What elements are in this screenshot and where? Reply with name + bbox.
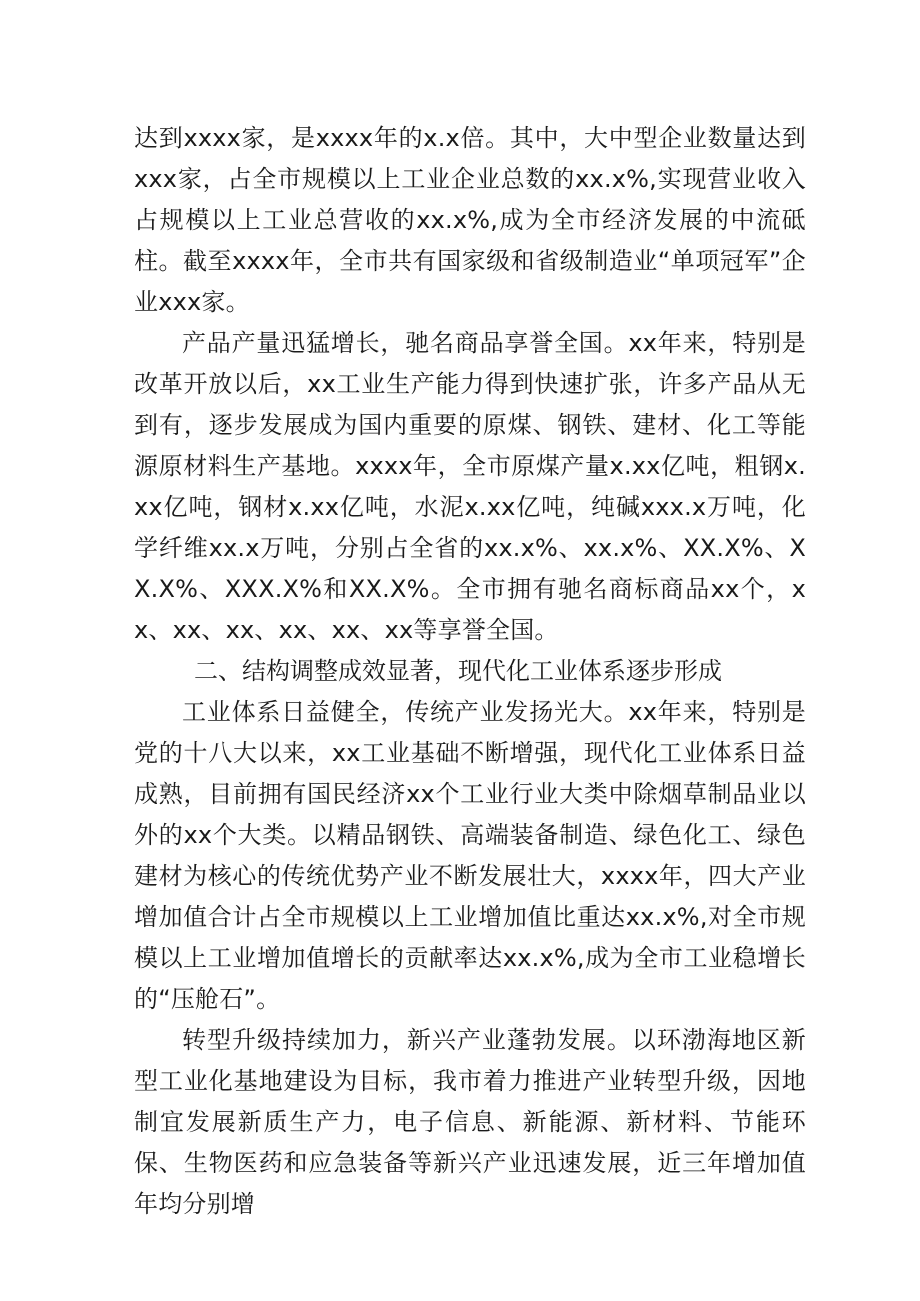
paragraph-enterprise-count: 达到xxxx家，是xxxx年的x.x倍。其中，大中型企业数量达到xxx家，占全市规模以上工业企业总数的xx.x%,实现营业收入占规模以上工业总营收的xx.x%,成为全市经济发展的中流砥柱。截至xxxx年，全市共有国家级和省级制造业“单项冠军”企业xxx家。 xyxy=(134,124,806,316)
document-body xyxy=(134,118,806,1225)
paragraph-product-output: 产品产量迅猛增长，驰名商品享誉全国。xx年来，特别是改革开放以后，xx工业生产能力得到快速扩张，许多产品从无到有，逐步发展成为国内重要的原煤、钢铁、建材、化工等能源原材料生产基地。xxxx年，全市原煤产量x.xx亿吨，粗钢x.xx亿吨，钢材x.xx亿吨，水泥x.xx亿吨，纯碱xxx.x万吨，化学纤维xx.x万吨，分别占全省的xx.x%、xx.x%、XX.X%、XX.X%、XXX.X%和XX.X%。全市拥有驰名商标商品xx个，xx、xx、xx、xx、xx、xx等享誉全国。 xyxy=(134,329,806,644)
section-heading: 二、结构调整成效显著，现代化工业体系逐步形成 xyxy=(194,657,722,685)
paragraph-emerging-industries: 转型升级持续加力，新兴产业蓬勃发展。以环渤海地区新型工业化基地建设为目标，我市着力推进产业转型升级，因地制宜发展新质生产力，电子信息、新能源、新材料、节能环保、生物医药和应急装备等新兴产业迅速发展，近三年增加值年均分别增 xyxy=(134,1026,806,1218)
paragraph-industrial-system: 工业体系日益健全，传统产业发扬光大。xx年来，特别是党的十八大以来，xx工业基础不断增强，现代化工业体系日益成熟，目前拥有国民经济xx个工业行业大类中除烟草制品业以外的xx个大类。以精品钢铁、高端装备制造、绿色化工、绿色建材为核心的传统优势产业不断发展壮大，xxxx年，四大产业增加值合计占全市规模以上工业增加值比重达xx.x%,对全市规模以上工业增加值增长的贡献率达xx.x%,成为全市工业稳增长的“压舱石”。 xyxy=(134,698,806,1013)
